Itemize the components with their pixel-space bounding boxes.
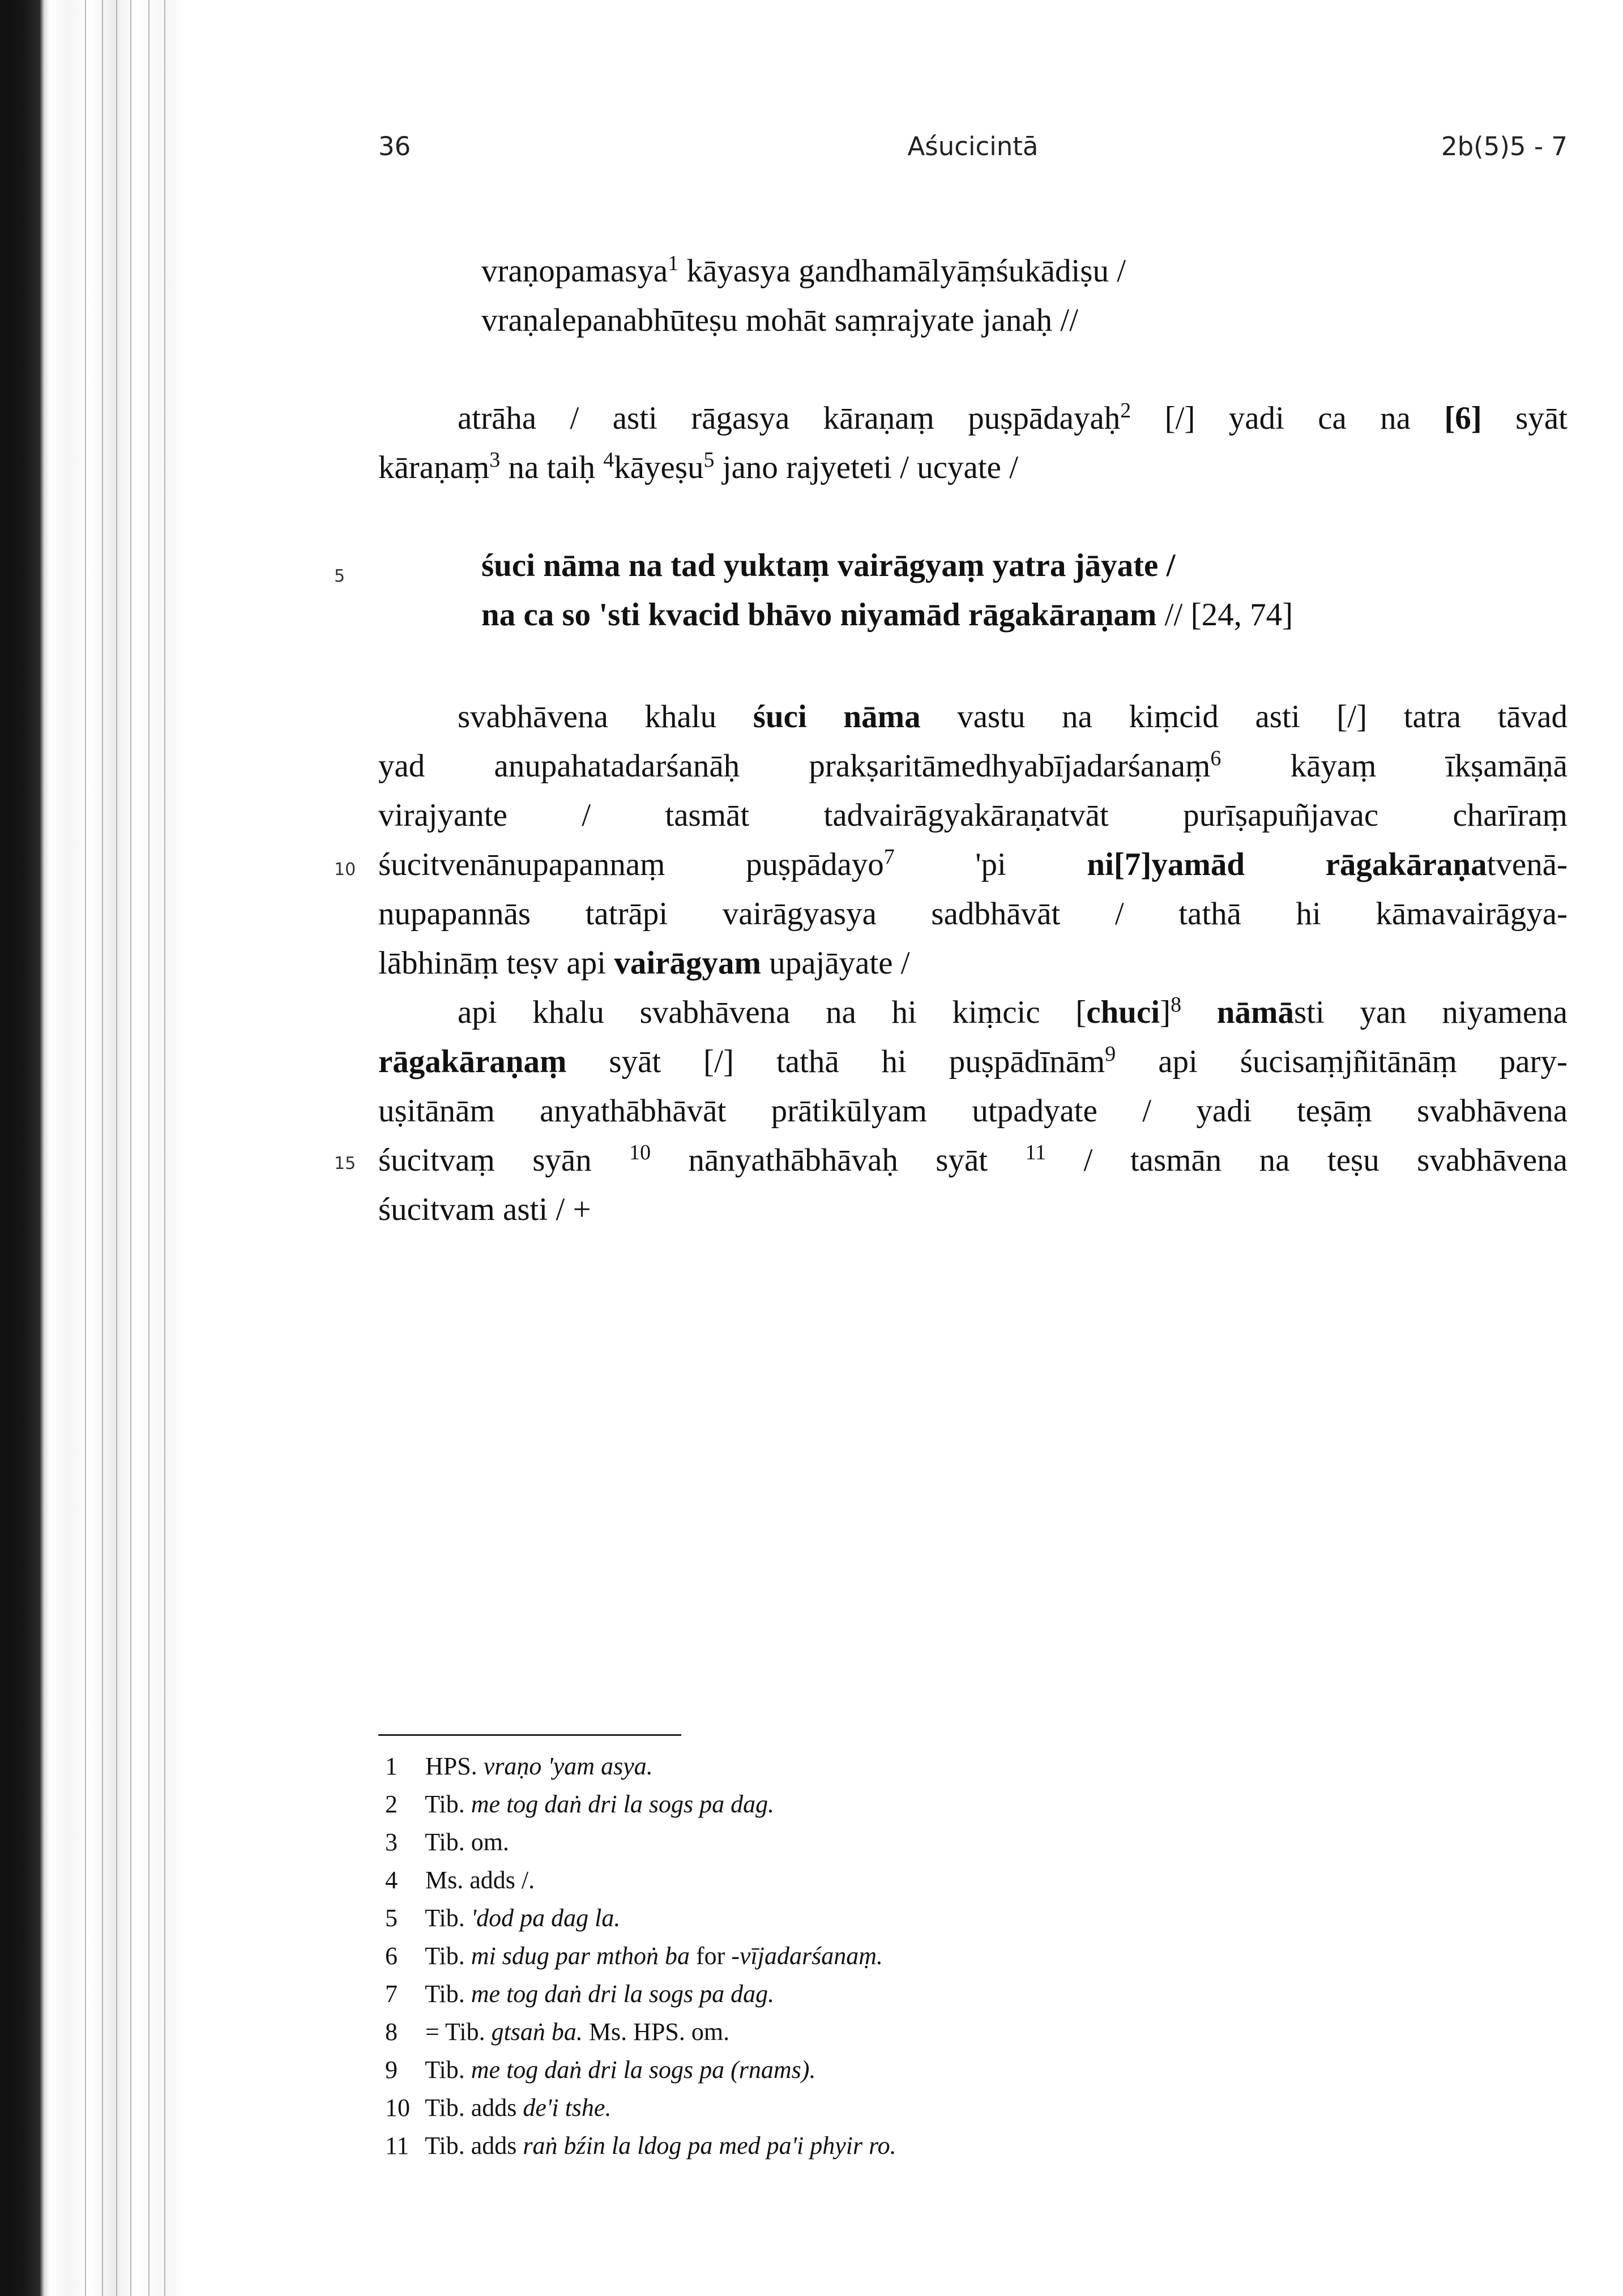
footnote-3: 3 Tib. om. (385, 1823, 1518, 1861)
para-1-line-3: virajyante / tasmāt tadvairāgyakāraṇatvāt purīṣapuñjavac charīraṃ (378, 797, 1568, 833)
book-spine-shadow (0, 0, 187, 2296)
prose-1-line-1: atrāha / asti rāgasya kāraṇaṃ puṣpādayaḥ$^2$ [/] yadi ca na [6] syāt (458, 399, 1568, 436)
footnote-11: 11 Tib. adds raṅ bźin la ldog pa med pa'i phyir ro. (385, 2127, 1518, 2165)
para-1-line-6: lābhināṃ teṣv api vairāgyam upajāyate / (378, 945, 910, 981)
para-1-line-1: svabhāvena khalu śuci nāma vastu na kiṃcid asti [/] tatra tāvad (458, 699, 1568, 735)
footnote-6: 6 Tib. mi sdug par mthoṅ ba for -vījadarśanaṃ. (385, 1937, 1518, 1975)
footnote-8: 8 = Tib. gtsaṅ ba. Ms. HPS. om. (385, 2013, 1518, 2051)
running-header (378, 131, 1568, 177)
para-2-line-3: uṣitānām anyathābhāvāt prātikūlyam utpadyate / yadi teṣāṃ svabhāvena (378, 1093, 1568, 1129)
verse-2-line-2: na ca so 'sti kvacid bhāvo niyamād rāgakāraṇam // [24, 74] (481, 597, 1293, 633)
line-number-5: 5 (334, 566, 345, 586)
footnote-2: 2 Tib. me tog daṅ dri la sogs pa dag. (385, 1785, 1518, 1823)
footnote-number: 10 (385, 2094, 410, 2122)
para-1-line-4: śucitvenānupapannaṃ puṣpādayo$^7$ 'pi ni[7]yamād rāgakāraṇatvenā- (378, 845, 1568, 882)
footnote-number: 9 (385, 2056, 398, 2084)
footnote-number: 3 (385, 1828, 398, 1856)
verse-1 (481, 246, 1586, 345)
para-2-line-5: śucitvam asti / + (378, 1192, 591, 1227)
line-number-10: 10 (334, 860, 356, 880)
running-title: Aśucicintā (907, 131, 1039, 161)
footnote-number: 7 (385, 1980, 398, 2008)
footnote-number: 6 (385, 1942, 398, 1970)
footnote-4: 4 Ms. adds /. (385, 1861, 1518, 1899)
prose-1 (378, 394, 1568, 492)
page-number: 36 (378, 131, 411, 161)
verse-2 (481, 541, 1586, 639)
para-2-line-4: śucitvaṃ syān $^{10}$ nānyathābhāvaḥ syāt $^{11}$ / tasmān na teṣu svabhāvena (378, 1141, 1568, 1178)
footnote-number: 4 (385, 1866, 398, 1894)
footnote-number: 2 (385, 1790, 398, 1818)
verse-1-line-2: vraṇalepanabhūteṣu mohāt saṃrajyate janaḥ // (481, 302, 1079, 338)
footnote-7: 7 Tib. me tog daṅ dri la sogs pa dag. (385, 1975, 1518, 2013)
footnote-number: 11 (385, 2132, 409, 2160)
para-1-line-5: nupapannās tatrāpi vairāgyasya sadbhāvāt / tathā hi kāmavairāgya- (378, 896, 1568, 932)
para-2-line-2: rāgakāraṇaṃ syāt [/] tathā hi puṣpādīnām$^9$ api śucisaṃjñitānāṃ pary- (378, 1042, 1568, 1079)
footnote-1: 1 HPS. vraṇo 'yam asya. (385, 1747, 1518, 1785)
verse-2-line-1: śuci nāma na tad yuktaṃ vairāgyaṃ yatra jāyate / (481, 548, 1176, 583)
verse-1-line-1: vraṇopamasya$^1$ kāyasya gandhamālyāṃśukādiṣu / (481, 251, 1126, 289)
paragraph-2 (378, 988, 1568, 1234)
footnote-number: 5 (385, 1904, 398, 1932)
footnote-separator (378, 1734, 681, 1736)
footnote-5: 5 Tib. 'dod pa dag la. (385, 1899, 1518, 1937)
footnote-10: 10 Tib. adds de'i tshe. (385, 2089, 1518, 2127)
footnotes (385, 1747, 1518, 2165)
footnote-mark: 1 (668, 251, 679, 275)
para-2-line-1: api khalu svabhāvena na hi kiṃcic [chuci]$^8$ nāmāsti yan niyamena (458, 993, 1568, 1030)
paragraph-1 (378, 692, 1568, 988)
footnote-9: 9 Tib. me tog daṅ dri la sogs pa (rnams). (385, 2051, 1518, 2089)
footnote-number: 8 (385, 2018, 398, 2046)
footnote-number: 1 (385, 1752, 398, 1780)
line-number-15: 15 (334, 1154, 356, 1173)
folio-reference: 2b(5)5 - 7 (1441, 131, 1568, 161)
para-1-line-2: yad anupahatadarśanāḥ prakṣaritāmedhyabījadarśanaṃ$^6$ kāyaṃ īkṣamāṇā (378, 746, 1568, 784)
prose-1-line-2: kāraṇaṃ$^3$ na taiḥ $^4$kāyeṣu$^5$ jano rajyeteti / ucyate / (378, 448, 1019, 485)
